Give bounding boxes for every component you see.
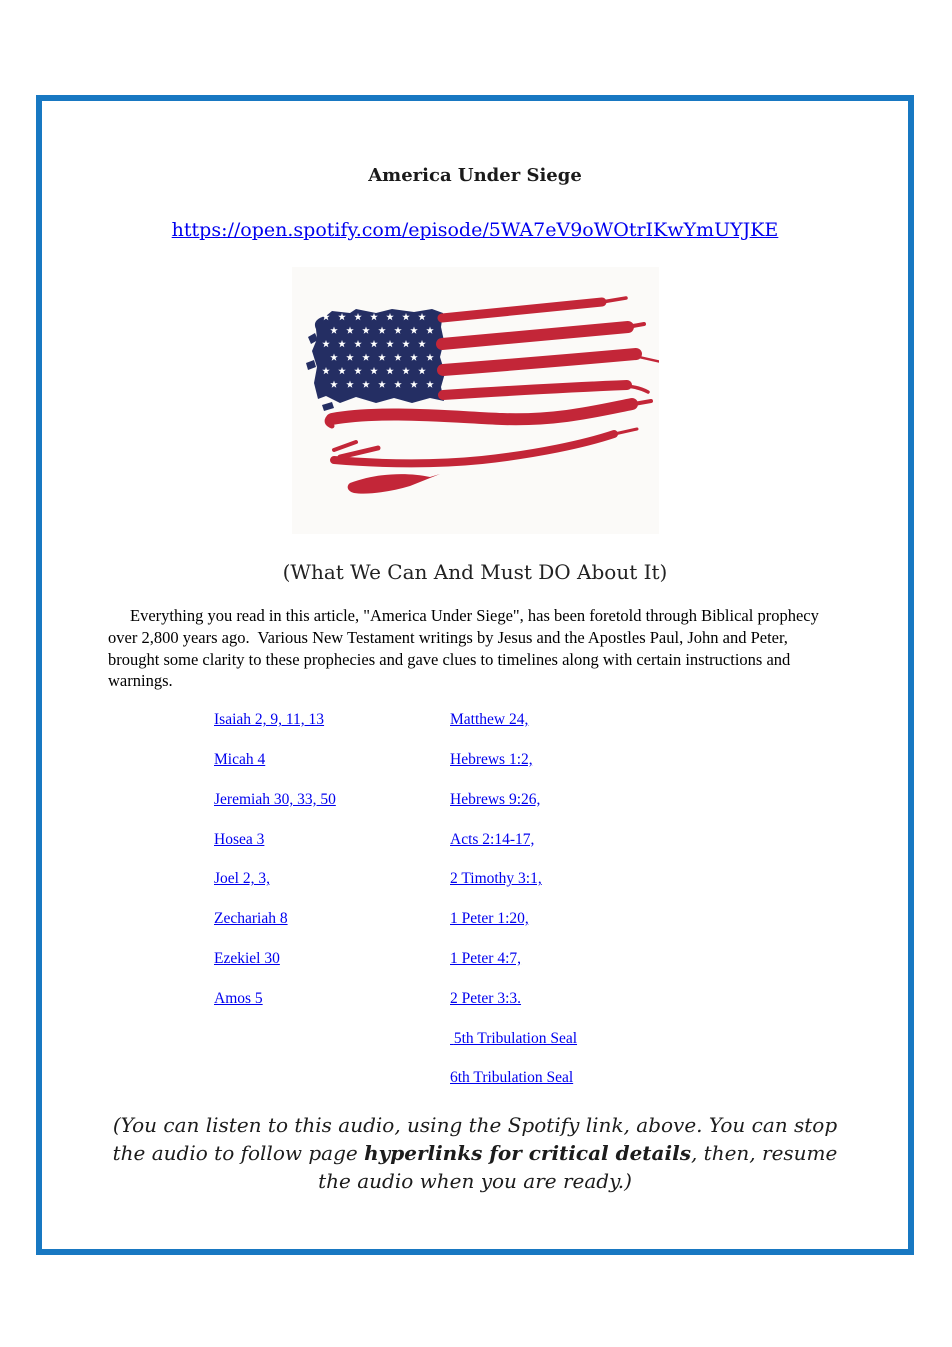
article-title: America Under Siege [368, 165, 582, 186]
article-subtitle: (What We Can And Must DO About It) [282, 560, 668, 584]
scripture-link[interactable]: 2 Timothy 3:1, [450, 870, 542, 888]
scripture-link[interactable]: Hosea 3 [214, 830, 265, 848]
scripture-link[interactable]: 1 Peter 1:20, [450, 910, 529, 928]
link-row [450, 910, 577, 950]
scripture-link[interactable]: Joel 2, 3, [214, 870, 270, 888]
link-row [450, 831, 577, 871]
link-row [214, 831, 450, 871]
link-row [214, 751, 450, 791]
closing-note [108, 1111, 842, 1195]
intro-paragraph: Everything you read in this article, "America Under Siege", has been foretold through Biblical prophecy over 2,800 years ago. Various New Testament writings by Jesus and the Apostles Paul, John and Peter, brought some clarity to these prophecies and gave clues to timelines along with certain instructions and warnings. [108, 606, 823, 691]
scripture-link[interactable]: Jeremiah 30, 33, 50 [214, 790, 336, 808]
scripture-link[interactable]: 1 Peter 4:7, [450, 949, 522, 967]
scripture-link[interactable]: Micah 4 [214, 750, 266, 768]
scripture-link[interactable]: Ezekiel 30 [214, 949, 280, 967]
link-row [450, 1069, 577, 1109]
scripture-link[interactable]: Hebrews 9:26, [450, 790, 541, 808]
link-row [450, 1030, 577, 1070]
scripture-links-left-column [214, 711, 450, 1029]
link-row [450, 791, 577, 831]
link-row [214, 950, 450, 990]
link-row [214, 990, 450, 1030]
spotify-link-line [108, 219, 842, 241]
scripture-links-right-column [450, 711, 577, 1109]
article-content [42, 164, 908, 1195]
link-row [214, 870, 450, 910]
link-row [214, 711, 450, 751]
scripture-link[interactable]: 6th Tribulation Seal [450, 1069, 574, 1087]
link-row [450, 711, 577, 751]
link-row [450, 990, 577, 1030]
closing-note-bold: hyperlinks for critical details [364, 1141, 691, 1166]
closing-note-text: (You can listen to this audio, using the Spotify link, above. You can stop the audio to follow page [112, 1113, 838, 1166]
scripture-link[interactable]: 5th Tribulation Seal [450, 1029, 578, 1047]
link-row [450, 870, 577, 910]
scripture-link[interactable]: Hebrews 1:2, [450, 750, 533, 768]
scripture-link[interactable]: Acts 2:14-17, [450, 830, 535, 848]
page-border-frame [36, 95, 914, 1255]
link-row [450, 751, 577, 791]
flag-canton [306, 309, 445, 411]
scripture-link[interactable]: Matthew 24, [450, 711, 529, 729]
scripture-link[interactable]: Isaiah 2, 9, 11, 13 [214, 711, 325, 729]
link-row [214, 791, 450, 831]
scripture-link[interactable]: Amos 5 [214, 989, 263, 1007]
scripture-link[interactable]: 2 Peter 3:3. [450, 989, 522, 1007]
scripture-link[interactable]: Zechariah 8 [214, 910, 288, 928]
closing-note-text: , then, resume the audio when you are ready.) [318, 1141, 838, 1194]
spotify-episode-link[interactable]: https://open.spotify.com/episode/5WA7eV9oWOtrIKwYmUYJKE [171, 219, 779, 241]
link-row [450, 950, 577, 990]
american-flag-image [108, 267, 842, 534]
link-row [214, 910, 450, 950]
scripture-links-section [214, 711, 842, 1109]
